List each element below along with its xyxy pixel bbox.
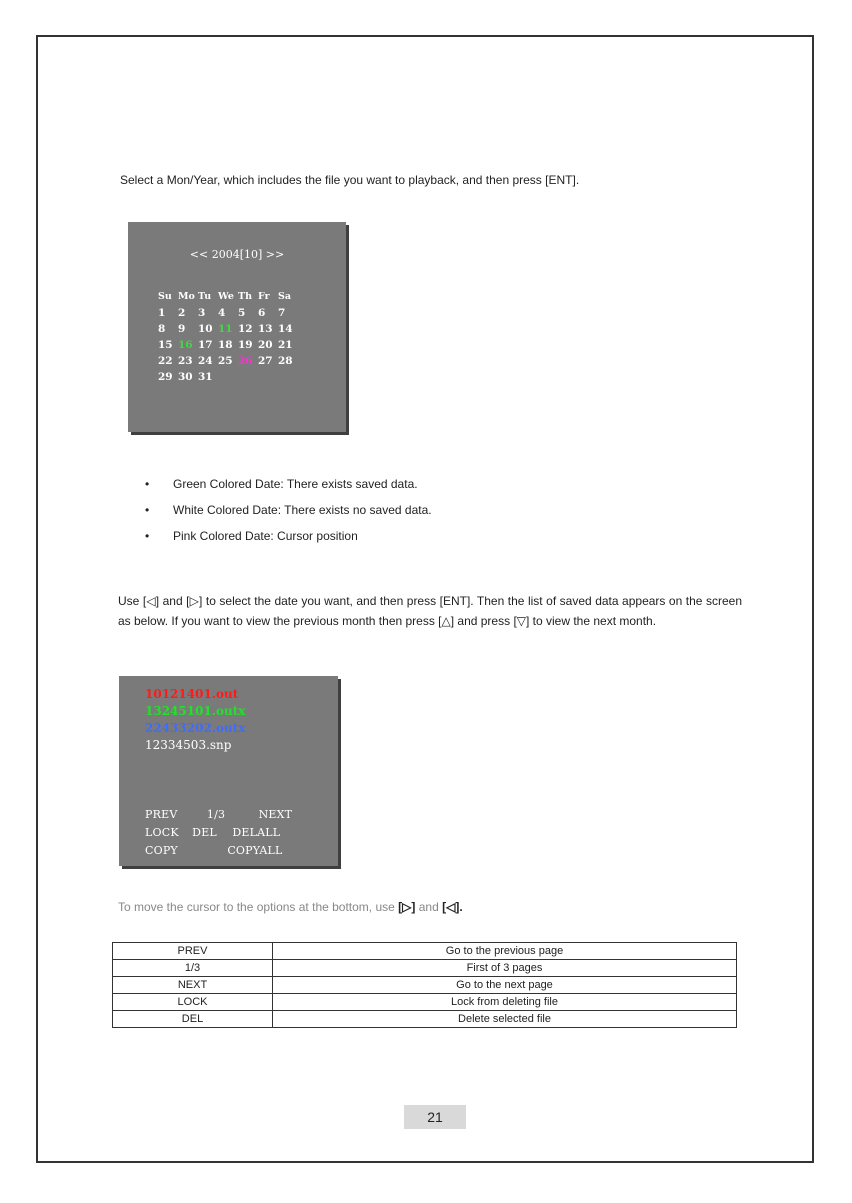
calendar-day[interactable]: 19 [238, 339, 253, 351]
weekday-label: Mo [178, 291, 195, 302]
calendar-day[interactable]: 20 [258, 339, 273, 351]
calendar-day[interactable]: 6 [258, 307, 266, 319]
menu-delall: DELALL [232, 826, 281, 839]
calendar-day[interactable]: 5 [238, 307, 246, 319]
calendar-day[interactable]: 14 [278, 323, 293, 335]
menu-row-nav [145, 808, 292, 821]
legend-item-green: • Green Colored Date: There exists saved data. [145, 471, 432, 497]
page-number: 21 [404, 1105, 466, 1129]
file-list-osd [119, 676, 338, 866]
calendar-day[interactable]: 16 [178, 339, 193, 351]
left-key: [◁]. [442, 900, 463, 914]
menu-copyall: COPYALL [227, 844, 283, 857]
instruction-paragraph: Use [◁] and [▷] to select the date you want, and then press [ENT]. Then the list of saved data appears on the screen as below. If you want to view the previous month then press [△] and press [▽] to view the next month. [118, 594, 742, 628]
table-row: LOCK Lock from deleting file [113, 994, 737, 1011]
calendar-day[interactable]: 25 [218, 355, 233, 367]
calendar-day[interactable]: 31 [198, 371, 213, 383]
weekday-label: We [218, 291, 234, 302]
menu-copy: COPY [145, 844, 178, 857]
weekday-label: Tu [198, 291, 212, 302]
file-item: 10121401.out [145, 687, 239, 701]
menu-page-indicator: 1/3 [206, 808, 226, 821]
color-legend [145, 471, 432, 549]
legend-item-white: • White Colored Date: There exists no saved data. [145, 497, 432, 523]
calendar-day[interactable]: 21 [278, 339, 293, 351]
menu-prev: PREV [145, 808, 178, 821]
menu-next: NEXT [258, 808, 293, 821]
calendar-day[interactable]: 27 [258, 355, 273, 367]
calendar-day[interactable]: 7 [278, 307, 286, 319]
calendar-day[interactable]: 10 [198, 323, 213, 335]
menu-row-copy [145, 844, 283, 857]
calendar-day[interactable]: 24 [198, 355, 213, 367]
calendar-day[interactable]: 28 [278, 355, 293, 367]
menu-lock: LOCK [145, 826, 179, 839]
legend-item-pink: • Pink Colored Date: Cursor position [145, 523, 432, 549]
calendar-day[interactable]: 13 [258, 323, 273, 335]
table-row: NEXT Go to the next page [113, 977, 737, 994]
calendar-day[interactable]: 22 [158, 355, 173, 367]
calendar-day[interactable]: 8 [158, 323, 166, 335]
calendar-day[interactable]: 11 [218, 323, 233, 335]
calendar-day[interactable]: 2 [178, 307, 186, 319]
calendar-title: << 2004[10] >> [189, 248, 285, 261]
table-row: PREV Go to the previous page [113, 943, 737, 960]
calendar-grid [158, 290, 298, 384]
calendar-day[interactable]: 17 [198, 339, 213, 351]
weekday-label: Fr [258, 291, 270, 302]
calendar-day[interactable]: 12 [238, 323, 253, 335]
table-row: 1/3 First of 3 pages [113, 960, 737, 977]
table-row: DEL Delete selected file [113, 1011, 737, 1028]
weekday-label: Sa [278, 291, 292, 302]
file-item: 22433202.outx [145, 721, 246, 735]
weekday-label: Th [238, 291, 252, 302]
file-item: 13245101.outx [145, 704, 246, 718]
calendar-day[interactable]: 30 [178, 371, 193, 383]
calendar-day[interactable]: 15 [158, 339, 173, 351]
calendar-day-cursor[interactable]: 26 [238, 355, 253, 367]
menu-row-edit [145, 826, 280, 839]
weekday-label: Su [158, 291, 172, 302]
file-item: 12334503.snp [145, 738, 232, 752]
calendar-osd [128, 222, 346, 432]
calendar-day[interactable]: 3 [198, 307, 206, 319]
menu-del: DEL [192, 826, 217, 839]
cursor-note: To move the cursor to the options at the bottom, use [▷] and [◁]. [118, 900, 463, 914]
file-list [145, 686, 245, 754]
intro-text: Select a Mon/Year, which includes the file you want to playback, and then press [ENT]. [120, 173, 580, 187]
calendar-day[interactable]: 29 [158, 371, 173, 383]
calendar-day[interactable]: 9 [178, 323, 186, 335]
right-key: [▷] [398, 900, 416, 914]
calendar-day[interactable]: 4 [218, 307, 226, 319]
calendar-day[interactable]: 23 [178, 355, 193, 367]
options-table [112, 942, 737, 1028]
calendar-day[interactable]: 18 [218, 339, 233, 351]
calendar-day[interactable]: 1 [158, 307, 166, 319]
